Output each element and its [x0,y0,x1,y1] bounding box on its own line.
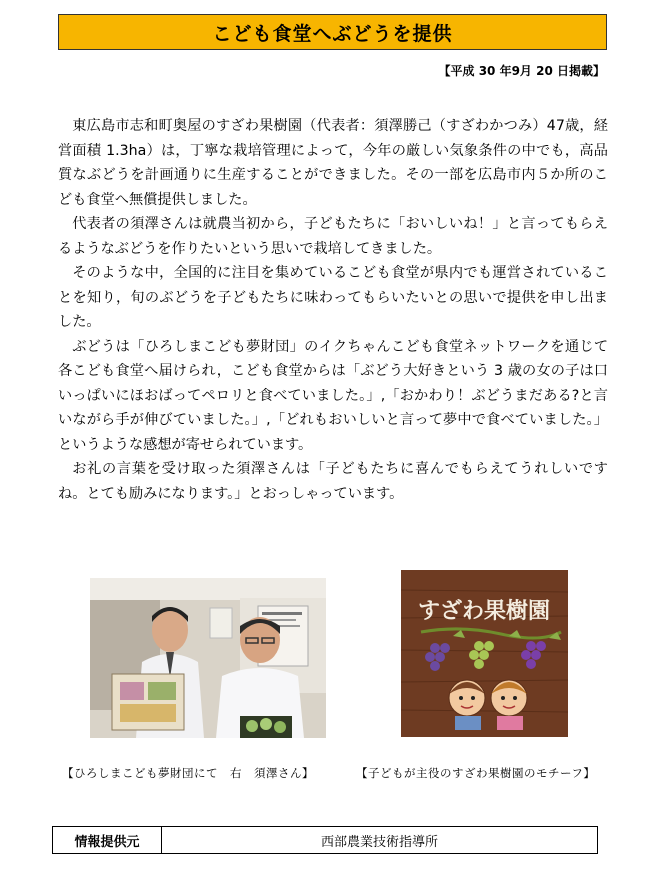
photo-orchard-sign [401,570,568,737]
photo-presentation-image [90,578,326,738]
photo-caption-right: 【子どもが主役のすざわ果樹園のモチーフ】 [356,766,596,780]
article-body [58,114,608,506]
info-source-value: 西部農業技術指導所 [320,834,438,850]
photo-caption-left: 【ひろしまこども夢財団にて 右 須澤さん】 [62,766,314,780]
paragraph: そのような中，全国的に注目を集めているこども食堂が県内でも運営されていることを知り，旬のぶどうを子どもたちに味わってもらいたいとの思いで提供を申し出ました。 [58,265,608,330]
info-source-label: 情報提供元 [53,827,162,853]
publication-date: 【平成 30 年9月 20 日掲載】 [438,64,605,78]
info-source-table [52,826,598,854]
article-title-bar [58,14,607,50]
orchard-sign-text: すざわ果樹園 [417,598,551,624]
paragraph: お礼の言葉を受け取った須澤さんは「子どもたちに喜んでもらえてうれしいですね。とても励みになります。」とおっしゃっています。 [58,461,608,502]
article-title: こども食堂へぶどうを提供 [212,22,453,45]
orchard-sign-image [401,570,568,737]
paragraph: 代表者の須澤さんは就農当初から，子どもたちに「おいしいね！」と言ってもらえるようなぶどうを作りたいという思いで栽培してきました。 [58,216,608,257]
paragraph: 東広島市志和町奥屋のすざわ果樹園（代表者：須澤勝己（すざわかつみ）47歳，経営面積 1.3ha）は，丁寧な栽培管理によって，今年の厳しい気象条件の中でも，高品質なぶどうを計画通りに生産することができました。その一部を広島市内５か所のこども食堂へ無償提供しました。 [58,118,608,208]
paragraph: ぶどうは「ひろしまこども夢財団」のイクちゃんこども食堂ネットワークを通じて各こども食堂へ届けられ，こども食堂からは「ぶどう大好きという 3 歳の女の子は口いっぱいにほおばってペロリと食べていました。」,「おかわり！ぶどうまだある?と言いながら手が伸びていました。」,「どれもおいしいと言って夢中で食べていました。」というような感想が寄せられています。 [58,338,609,453]
photo-presentation [90,578,326,738]
